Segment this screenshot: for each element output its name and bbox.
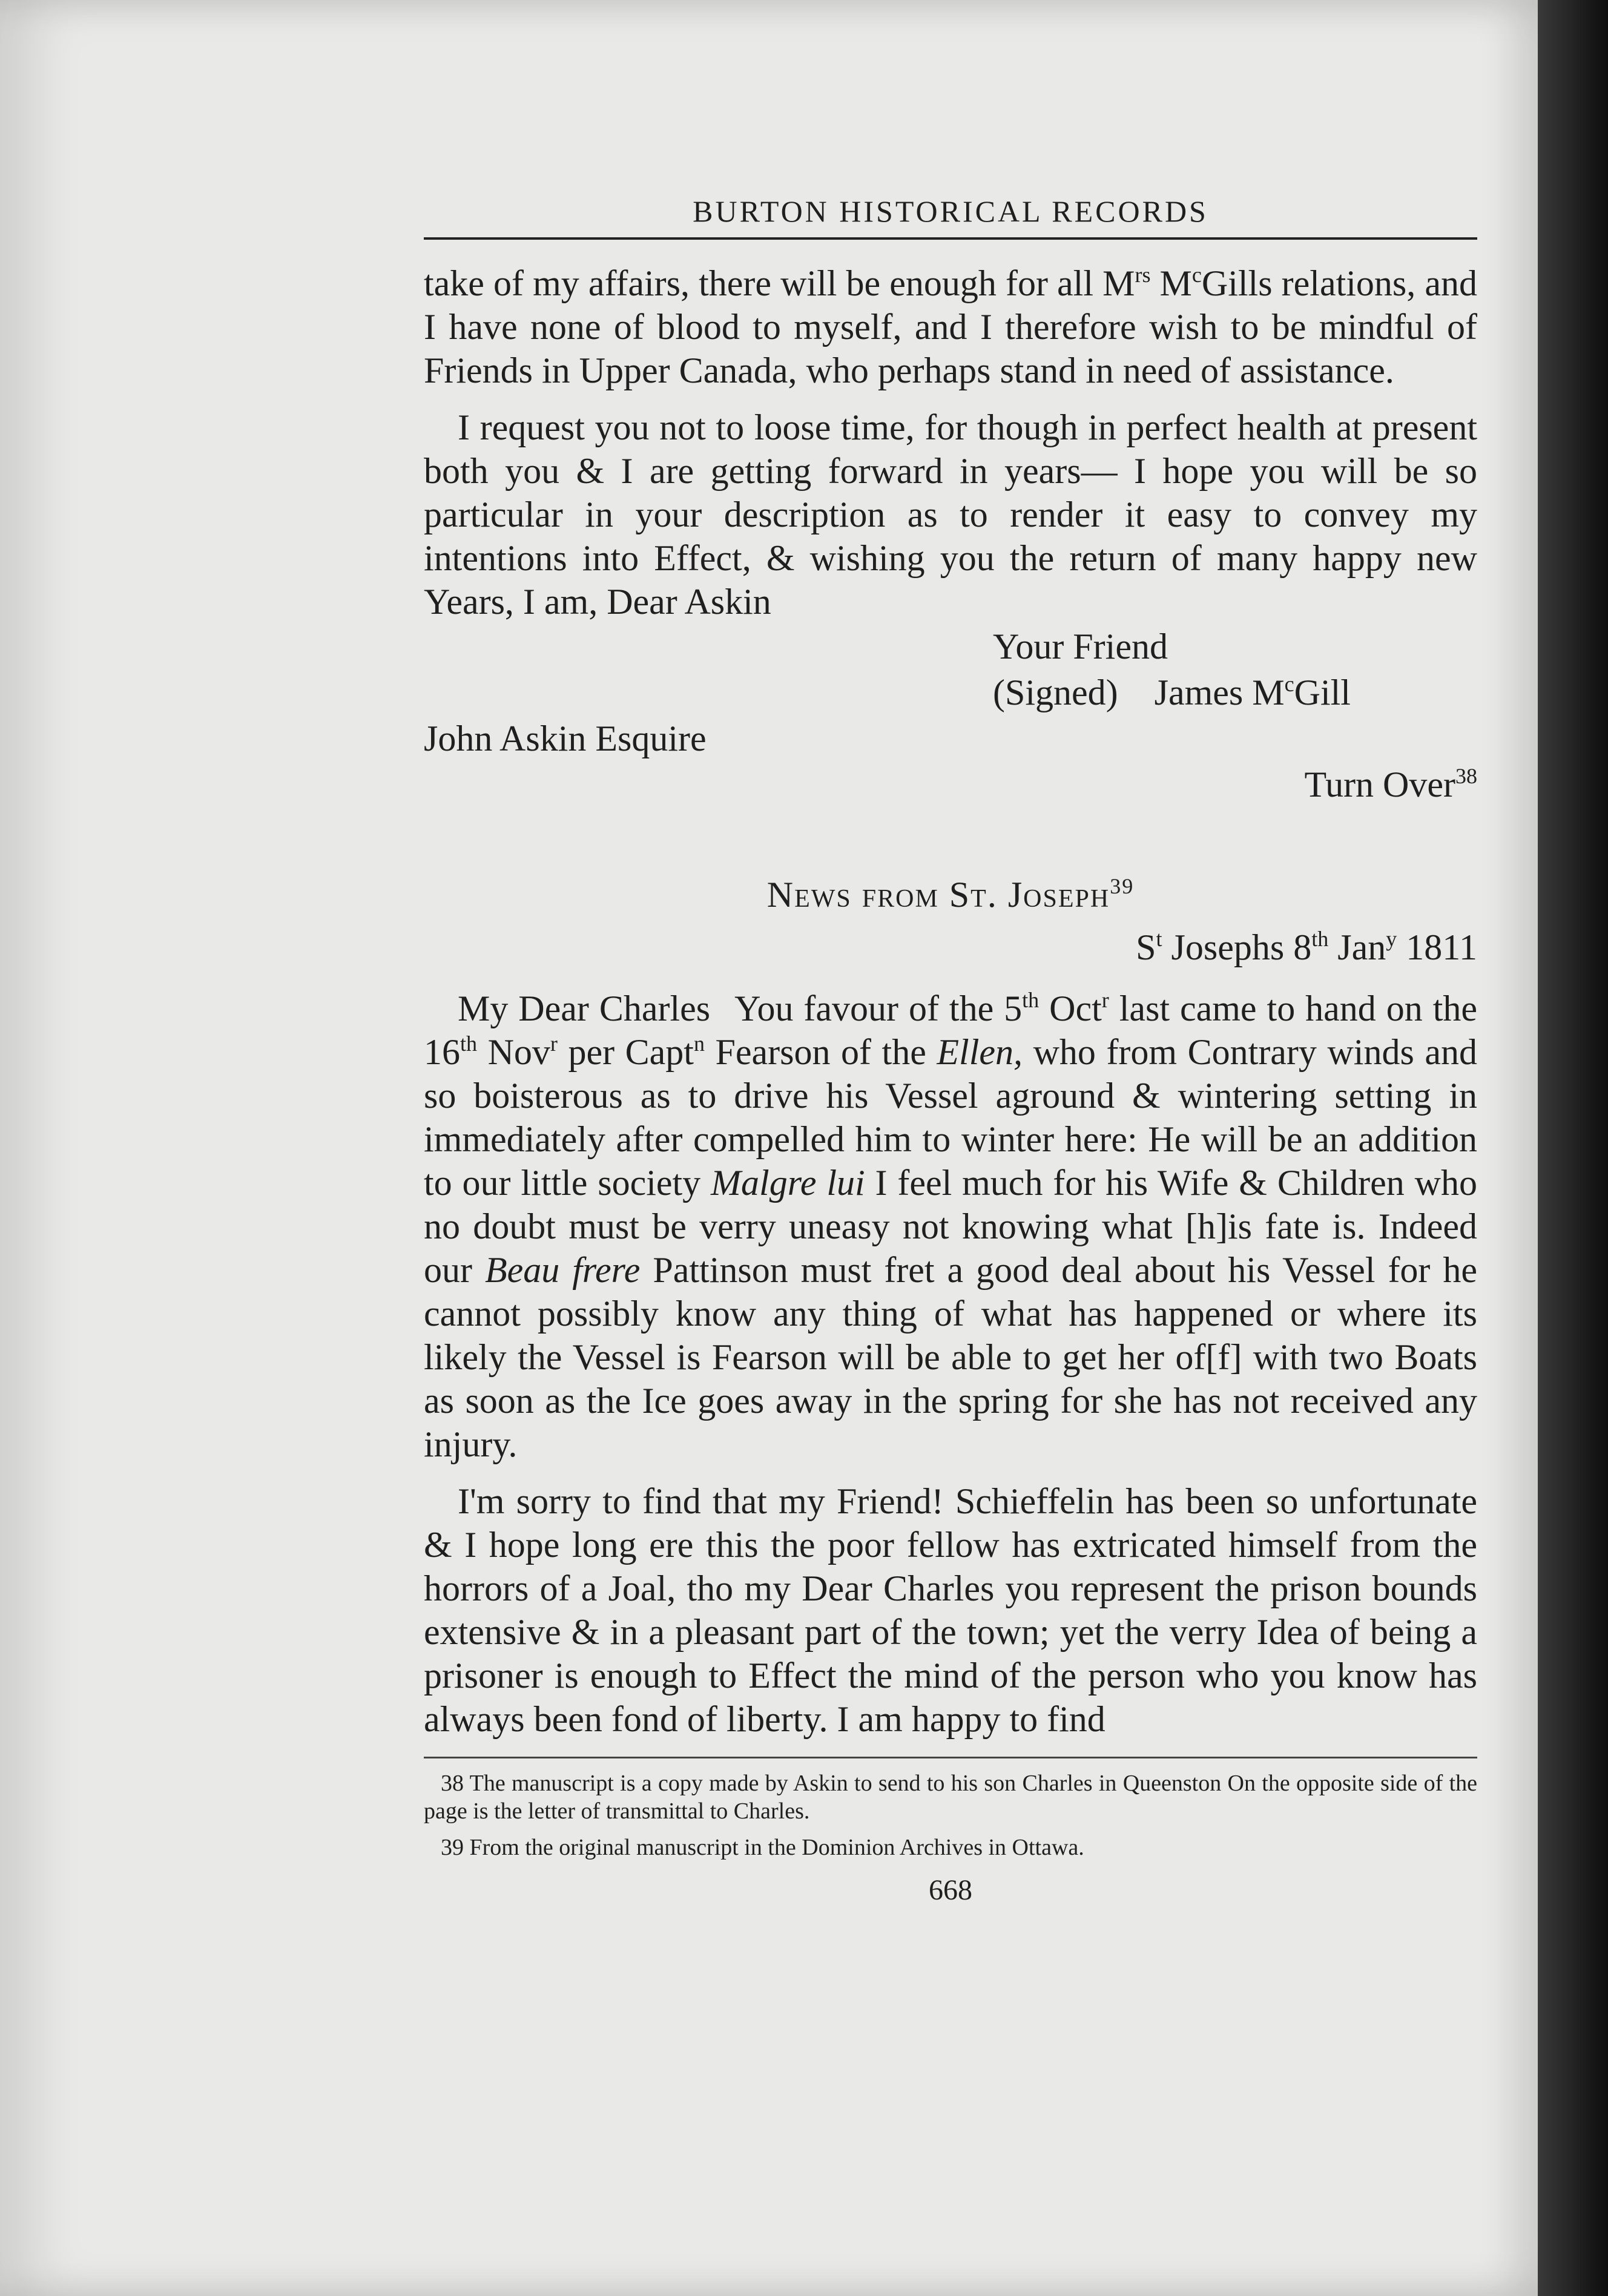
section-title: News from St. Joseph$^{39}$ (766, 874, 1135, 915)
continued-letter (424, 262, 1477, 623)
paragraph: My Dear Charles You favour of the 5th Oct$^r$ last came to hand on the 16th Nov$^r$ per Capt$^n$ Fearson of the Ellen, who from Contrary winds and so boisterous as to drive his Vessel aground & wintering setting in immediately after compelled him to winter here: He will be an addition to our little society Malgre lui I feel much for his Wife & Children who no doubt must be verry uneasy not knowing what [h]is fate is. Indeed our Beau frere Pattinson must fret a good deal about his Vessel for he cannot possibly know any thing of what has happened or where its likely the Vessel is Fearson will be able to get her of[f] with two Boats as soon as the Ice goes away in the spring for she has not received any injury. (424, 988, 1478, 1464)
letter-closing (424, 623, 1477, 808)
dateline: $S^t$ Josephs 8th Jan$^y$ 1811 (1136, 927, 1477, 967)
footnote: 38 The manuscript is a copy made by Askin to send to his son Charles in Queenston On the opposite side of the page is the letter of transmittal to Charles. (424, 1771, 1477, 1824)
salutation: My Dear Charles (458, 988, 711, 1028)
signer-name: James $M^cGill$ (1154, 672, 1351, 712)
ship-name: Ellen, (937, 1032, 1023, 1072)
running-head: BURTON HISTORICAL RECORDS (424, 194, 1477, 240)
closing-phrase: Your Friend (993, 627, 1168, 666)
page-number: 668 (929, 1874, 972, 1906)
paragraph: I request you not to loose time, for though in perfect health at present both you & I are getting forward in years— I hope you will be so particular in your description as to render it easy to convey my intentions into Effect, & wishing you the return of many happy new Years, I am, Dear Askin (424, 407, 1477, 622)
paragraph: I'm sorry to find that my Friend! Schieffelin has been so unfortunate & I hope long ere this the poor fellow has extricated himself from the horrors of a Joal, tho my Dear Charles you represent the prison bounds extensive & in a pleasant part of the town; yet the verry Idea of being a prisoner is enough to Effect the mind of the person who you know has always been fond of liberty. I am happy to find (424, 1481, 1477, 1739)
footnotes (424, 1757, 1477, 1861)
turn-over: Turn Over$^{38}$ (1304, 764, 1477, 804)
letter-body (424, 987, 1477, 1741)
footnote: 39 From the original manuscript in the Dominion Archives in Ottawa. (441, 1835, 1084, 1860)
paragraph: take of my affairs, there will be enough for all $M^{rs}$ $M^cGills$ relations, and I have none of blood to myself, and I therefore wish to be mindful of Friends in Upper Canada, who perhaps stand in need of assistance. (424, 263, 1477, 390)
page-edge (1538, 0, 1608, 2296)
page-content (424, 194, 1477, 1907)
addressee: John Askin Esquire (424, 719, 707, 758)
signature-line: (Signed) James $M^cGill$ (993, 672, 1351, 712)
